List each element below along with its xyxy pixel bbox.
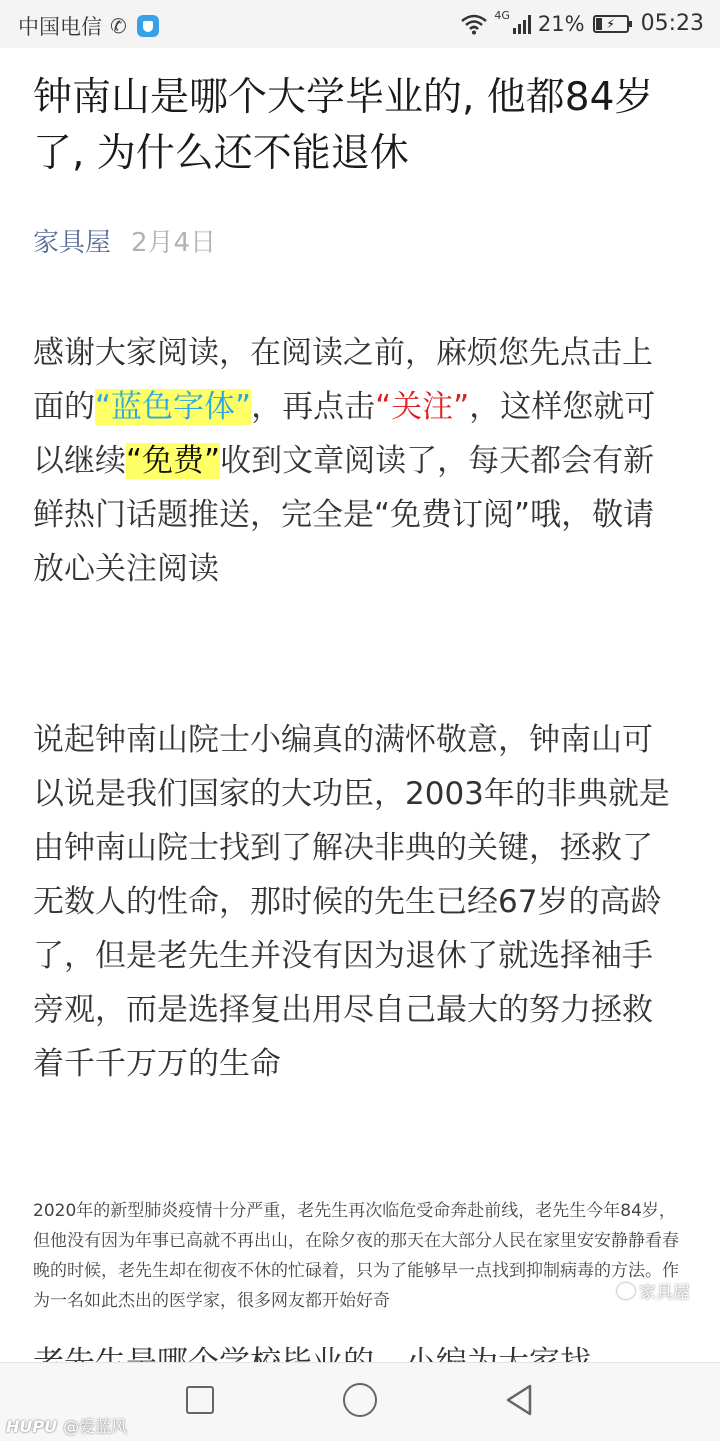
article-image-caption: 2020年的新型肺炎疫情十分严重，老先生再次临危受命奔赴前线，老先生今年84岁，但他没有因为年事已高就不再出山，在除夕夜的那天在大部分人民在家里安安静静看春晚的时候，老先生却在彻夜不休的忙碌着，只为了能够早一点找到抑制病毒的方法。作为一名如此杰出的医学家，很多网友都开始好奇 [33,1201,679,1311]
intro-text-4: 收到文章阅读了，每天都会有新鲜热门话题推送，完全是“免费订阅”哦，敬请放心关注阅读 [33,443,655,587]
battery-charging-icon: ⚡ [593,15,629,33]
image-watermark-label: 家具屋 [639,1283,690,1303]
intro-text-1: 感谢大家阅读，在阅读之前，麻烦您先点击上面的 [33,335,653,425]
hupu-brand: HUPU [6,1417,58,1436]
free-text: “免费” [126,443,221,479]
wifi-icon [460,13,488,35]
missed-call-icon: ✆ [110,14,127,38]
back-button[interactable] [504,1383,534,1421]
hupu-watermark [6,1414,127,1437]
hupu-user: @爱蓝风 [63,1417,128,1436]
shield-app-icon [137,15,159,37]
network-type-label: 4G [494,9,510,22]
author-link[interactable]: 家具屋 [33,228,112,258]
cut-off-paragraph [33,1336,693,1362]
follow-text: “关注” [375,389,470,425]
article-meta [33,222,216,259]
publish-date: 2月4日 [131,228,217,258]
blue-font-link[interactable]: “蓝色字体” [95,389,252,425]
intro-text-3: ，这样您就可以继续 [33,389,656,479]
battery-percent: 21% [537,11,585,36]
carrier-label: 中国电信 [18,15,102,39]
home-button[interactable] [343,1383,377,1417]
clock: 05:23 [640,11,704,36]
body-paragraph: 说起钟南山院士小编真的满怀敬意，钟南山可以说是我们国家的大功臣，2003年的非典就是由钟南山院士找到了解决非典的关键，拯救了无数人的性命，那时候的先生已经67岁的高龄了，但是老先生并没有因为退休了就选择袖手旁观，而是选择复出用尽自己最大的努力拯救着千千万万的生命 [33,722,670,1082]
recent-apps-button[interactable] [186,1386,214,1414]
article-title: 钟南山是哪个大学毕业的, 他都84岁了, 为什么还不能退休 [33,75,654,176]
wechat-icon [617,1283,635,1299]
signal-icon [512,13,534,35]
image-watermark [617,1278,690,1303]
intro-text-2: ，再点击 [251,389,376,425]
intro-paragraph [33,326,683,596]
status-bar [0,0,720,48]
